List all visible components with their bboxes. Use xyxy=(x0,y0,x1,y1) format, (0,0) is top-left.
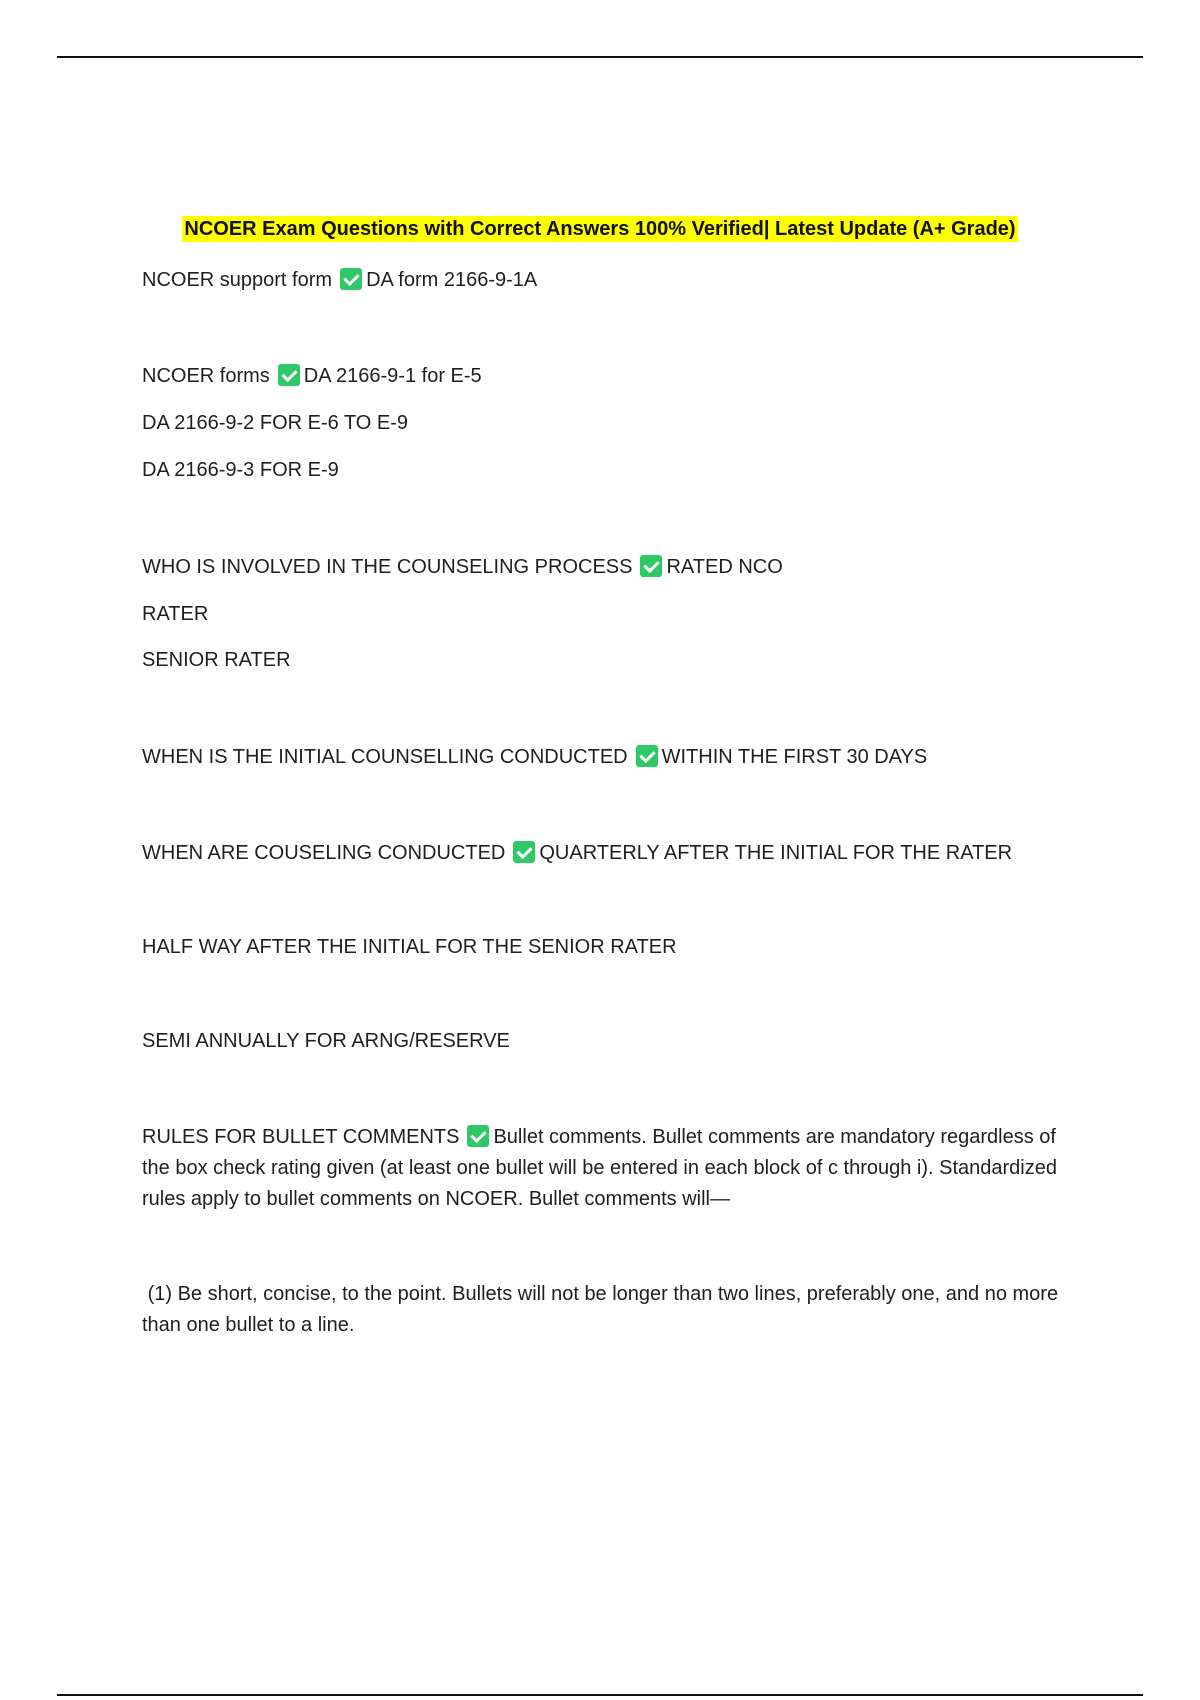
qa-item-counseling-conducted xyxy=(142,839,1012,867)
check-icon xyxy=(278,364,300,386)
question-text: WHEN IS THE INITIAL COUNSELLING CONDUCTED xyxy=(142,746,628,768)
question-text: RULES FOR BULLET COMMENTS xyxy=(142,1126,460,1148)
qa-item-counseling-process xyxy=(142,553,783,581)
answer-text: DA 2166-9-1 for E-5 xyxy=(303,365,482,387)
answer-continuation: RATER xyxy=(142,603,209,625)
check-icon xyxy=(467,1125,489,1147)
answer-text: Bullet comments. Bullet comments are mandatory regardless of the box check rating given (at least one bullet will be entered in each block of c through i). Standardized rules apply to bullet comments on NCOER. Bullet comments will— xyxy=(142,1126,1057,1210)
answer-text: QUARTERLY AFTER THE INITIAL FOR THE RATER xyxy=(539,842,1013,864)
answer-continuation: SENIOR RATER xyxy=(142,649,291,671)
check-icon xyxy=(636,745,658,767)
question-text: WHEN ARE COUSELING CONDUCTED xyxy=(142,842,506,864)
answer-continuation: DA 2166-9-2 FOR E-6 TO E-9 xyxy=(142,412,409,434)
answer-text: DA form 2166-9-1A xyxy=(366,269,538,291)
top-rule xyxy=(57,56,1143,58)
title-container xyxy=(0,216,1200,242)
question-text: NCOER forms xyxy=(142,365,270,387)
answer-continuation: (1) Be short, concise, to the point. Bullets will not be longer than two lines, preferably one, and no more than one bullet to a line. xyxy=(142,1283,1064,1336)
check-icon xyxy=(513,841,535,863)
check-icon xyxy=(640,555,662,577)
answer-text: RATED NCO xyxy=(666,556,783,578)
qa-item-forms xyxy=(142,362,482,390)
document-title: NCOER Exam Questions with Correct Answers 100% Verified| Latest Update (A+ Grade) xyxy=(184,218,1016,240)
qa-item-initial-counselling xyxy=(142,743,927,771)
answer-text: WITHIN THE FIRST 30 DAYS xyxy=(661,746,928,768)
question-text: WHO IS INVOLVED IN THE COUNSELING PROCESS xyxy=(142,556,633,578)
bottom-rule xyxy=(57,1694,1143,1696)
qa-item-support-form xyxy=(142,266,537,294)
check-icon xyxy=(340,268,362,290)
qa-item-bullet-comments xyxy=(142,1122,1072,1215)
question-text: NCOER support form xyxy=(142,269,333,291)
answer-continuation: HALF WAY AFTER THE INITIAL FOR THE SENIOR RATER xyxy=(142,936,677,958)
answer-continuation: DA 2166-9-3 FOR E-9 xyxy=(142,459,339,481)
answer-continuation: SEMI ANNUALLY FOR ARNG/RESERVE xyxy=(142,1030,510,1052)
